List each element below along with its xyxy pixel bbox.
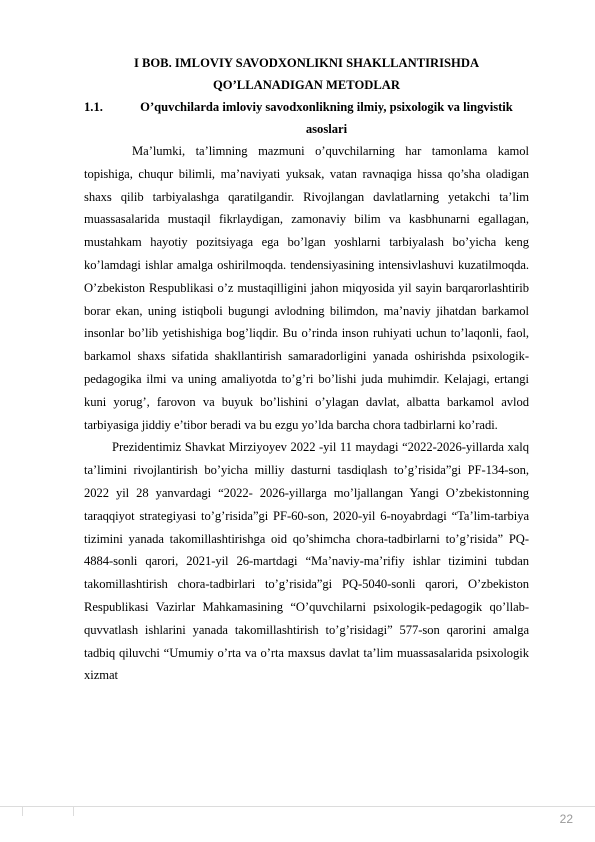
section-heading bbox=[84, 96, 529, 140]
chapter-title-line-2: QO’LLANADIGAN METODLAR bbox=[213, 78, 400, 92]
page-number: 22 bbox=[559, 812, 573, 826]
footer-divider bbox=[0, 806, 595, 807]
section-number: 1.1. bbox=[84, 100, 103, 114]
page-content bbox=[84, 52, 529, 687]
chapter-title-line-1: I BOB. IMLOVIY SAVODXONLIKNI SHAKLLANTIRISHDA bbox=[133, 56, 480, 70]
body-paragraph-2: Prezidentimiz Shavkat Mirziyoyev 2022 -yil 11 maydagi “2022-2026-yillarda xalq ta’limini rivojlantirish bo’yicha milliy dasturni tasdiqlash to’g’risida”gi PF-134-son, 2022 yil 28 yanvardagi “2022- 2026-yillarga mo’ljallangan Yangi O’zbekistonning taraqqiyot strategiyasi to’g’risida”gi PF-60-son, 2020-yil 6-noyabrdagi “Ta’lim-tarbiya tizimini yanada takomillashtirishga oid qo’shimcha chora-tadbirlarni to’g’risida” PQ-4884-sonli qarori, 2021-yil 26-martdagi “Ma’naviy-ma’rifiy ishlar tizimini tubdan takomillashtirish chora-tadbirlari to’g’risida”gi PQ-5040-sonli qarori, O’zbekiston Respublikasi Vazirlar Mahkamasining “O’quvchilarni psixologik-pedagogik qo’llab-quvvatlash ishlarini yanada takomillashtirish to’g’risidagi” 577-son qarorini amalga tadbiq qiluvchi “Umumiy o’rta va o’rta maxsus davlat ta’lim muassasalarida psixologik xizmat bbox=[84, 440, 529, 683]
section-title: O’quvchilarda imloviy savodxonlikning ilmiy, psixologik va lingvistik asoslari bbox=[140, 100, 513, 136]
footer-tab-decoration bbox=[22, 806, 74, 816]
body-paragraph-1: Ma’lumki, ta’limning mazmuni o’quvchilarning har tamonlama kamol topishiga, chuqur bilimli, ma’naviyati yuksak, vatan ravnaqiga hissa qo’sha oladigan shaxs qilib tarbiyalashga qaratilgandir. Rivojlangan davlatlarning yetakchi ta’lim muassasalarida mustaqil fikrlaydigan, zamonaviy bilim va kasbhunarni egallagan, mustahkam hayotiy pozitsiyaga ega bo’lgan yoshlarni tarbiyalash bo’yicha keng ko’lamdagi ishlar amalga oshirilmoqda. tendensiyasining intensivlashuvi kuzatilmoqda. O’zbekiston Respublikasi o’z mustaqilligini jahon miqyosida yil sayin barqarorlashtirib borar ekan, uning istiqboli bugungi avlodning bilimdon, ma’naviy jihatdan barkamol insonlar bo’lib yetishishiga bog’liqdir. Bu o’rinda inson ruhiyati uchun to’laqonli, faol, barkamol shaxs sifatida shakllantirish samaradorligini yanada oshirishda psixologik-pedagogika ilmi va uning amaliyotda to’g’ri bo’lishi juda muhimdir. Kelajagi, ertangi kuni yorug’, farovon va buyuk bo’lishini o’ylagan davlat, albatta barkamol avlod tarbiyasiga jiddiy e’tibor beradi va bu ezgu yo’lda barcha chora tadbirlarni ko’radi. bbox=[84, 144, 529, 432]
